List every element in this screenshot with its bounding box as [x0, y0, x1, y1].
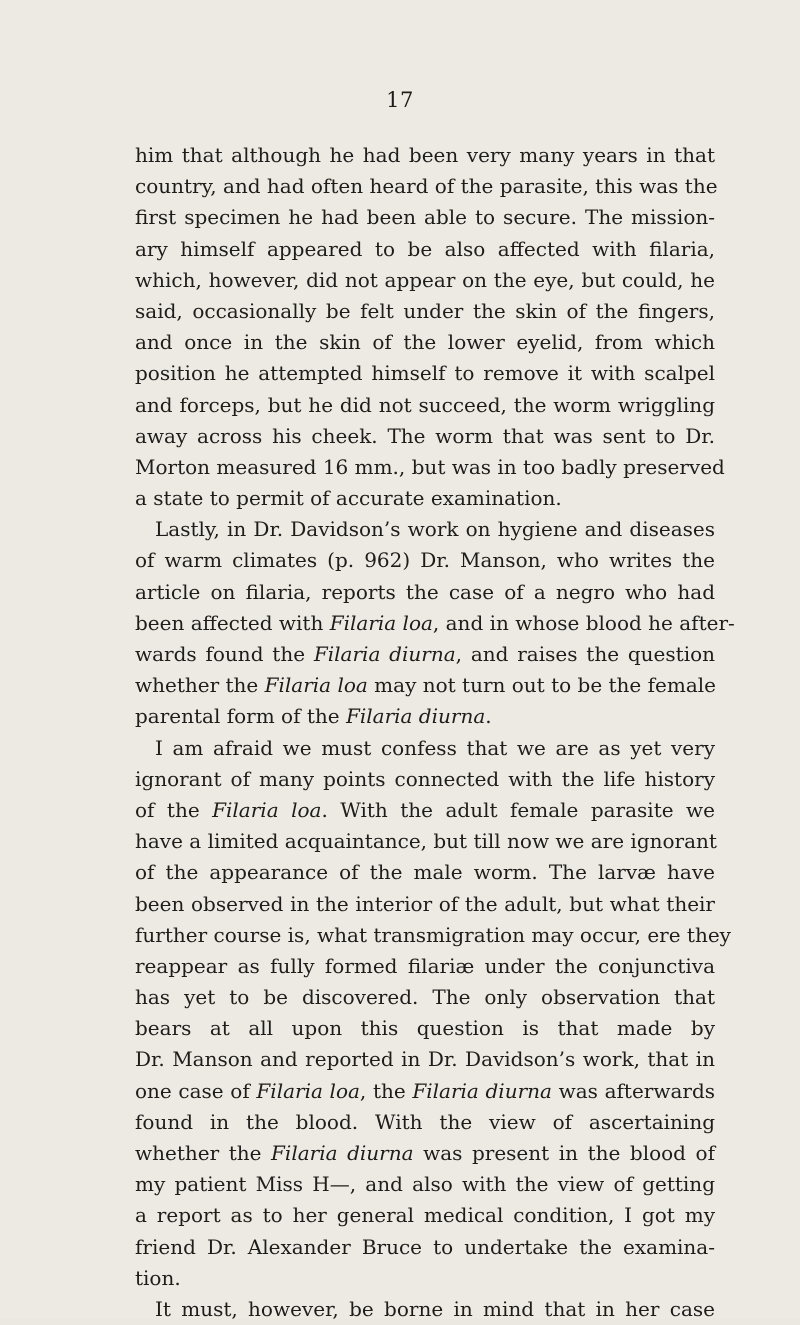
- text-line: Lastly, in Dr. Davidson’s work on hygiene and diseases: [155, 517, 715, 542]
- text-line: which, however, did not appear on the eye, but could, he: [135, 267, 715, 292]
- species-name: Filaria loa: [329, 610, 433, 635]
- text-line: I am afraid we must confess that we are as yet very: [155, 735, 715, 760]
- text-line: parental form of the Filaria diurna.: [135, 704, 492, 729]
- page-number: 17: [386, 88, 414, 112]
- text-line: a state to permit of accurate examination.: [135, 486, 562, 511]
- text-line: been affected with Filaria loa, and in whose blood he after-: [135, 610, 735, 635]
- text-line: article on filaria, reports the case of a negro who had: [135, 579, 715, 604]
- text-line: wards found the Filaria diurna, and raises the question: [135, 642, 716, 666]
- text-line: country, and had often heard of the parasite, this was the: [135, 174, 718, 199]
- text-line: bears at all upon this question is that made by: [135, 1016, 715, 1041]
- text-line: and forceps, but he did not succeed, the worm wriggling: [135, 392, 715, 417]
- text-line: and once in the skin of the lower eyelid, from which: [135, 330, 715, 355]
- text-line: tion.: [135, 1265, 181, 1290]
- text-line: friend Dr. Alexander Bruce to undertake the examina-: [135, 1234, 715, 1259]
- text-line: been observed in the interior of the adult, but what their: [135, 891, 715, 916]
- text-line: reappear as fully formed filariæ under the conjunctiva: [135, 953, 715, 978]
- text-line: of the Filaria loa. With the adult female parasite we: [135, 797, 715, 822]
- text-line: whether the Filaria loa may not turn out to be the female: [135, 673, 716, 698]
- species-name: Filaria loa: [256, 1078, 360, 1103]
- text-line: a report as to her general medical condition, I got my: [135, 1203, 715, 1228]
- text-line: away across his cheek. The worm that was sent to Dr.: [135, 423, 715, 448]
- text-line: have a limited acquaintance, but till now we are ignorant: [135, 829, 717, 854]
- species-name: Filaria loa: [264, 673, 368, 698]
- text-line: has yet to be discovered. The only observation that: [135, 985, 715, 1010]
- text-line: him that although he had been very many years in that: [135, 143, 715, 167]
- text-line: Dr. Manson and reported in Dr. Davidson’s work, that in: [135, 1047, 715, 1072]
- text-line: of warm climates (p. 962) Dr. Manson, who writes the: [135, 548, 715, 573]
- text-line: It must, however, be borne in mind that in her case: [155, 1296, 715, 1321]
- species-name: Filaria diurna: [271, 1141, 414, 1165]
- text-line: found in the blood. With the view of ascertaining: [135, 1109, 715, 1134]
- species-name: Filaria diurna: [345, 704, 486, 729]
- text-line: Morton measured 16 mm., but was in too badly preserved: [135, 454, 725, 479]
- text-line: ary himself appeared to be also affected with filaria,: [135, 236, 715, 261]
- text-line: further course is, what transmigration may occur, ere they: [135, 922, 731, 947]
- body-text: [135, 140, 735, 1325]
- species-name: Filaria diurna: [412, 1078, 552, 1103]
- text-line: said, occasionally be felt under the skin of the fingers,: [135, 298, 715, 323]
- text-line: one case of Filaria loa, the Filaria diurna was afterwards: [135, 1078, 716, 1103]
- species-name: Filaria diurna: [313, 642, 456, 666]
- text-line: of the appearance of the male worm. The larvæ have: [135, 860, 715, 885]
- text-line: first specimen he had been able to secure. The mission-: [135, 205, 715, 230]
- species-name: Filaria loa: [212, 797, 322, 822]
- text-line: whether the Filaria diurna was present in the blood of: [135, 1141, 715, 1165]
- text-line: ignorant of many points connected with the life history: [135, 766, 715, 791]
- text-line: position he attempted himself to remove it with scalpel: [135, 361, 715, 386]
- text-line: my patient Miss H—, and also with the view of getting: [135, 1172, 715, 1197]
